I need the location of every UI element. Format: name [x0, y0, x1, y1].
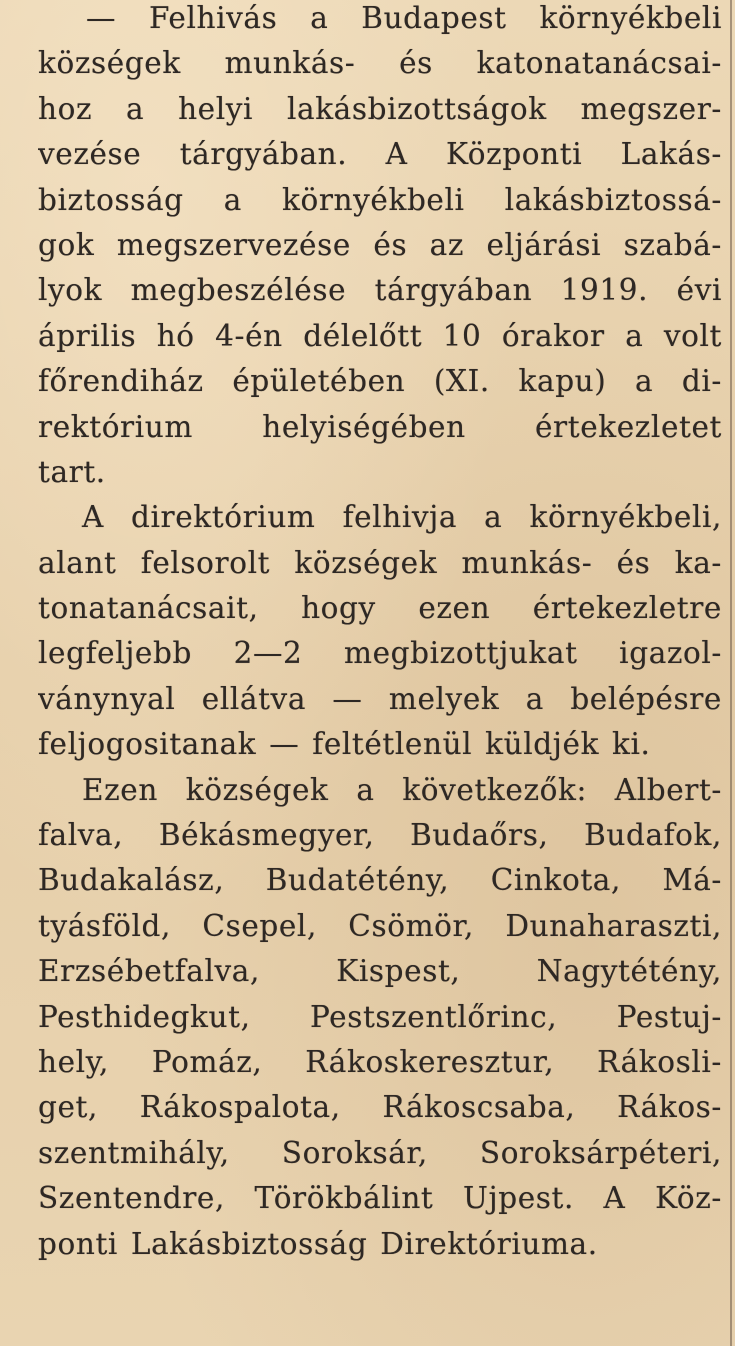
text-line: szentmihály, Soroksár, Soroksárpéteri,	[38, 1135, 722, 1170]
text-line: rektórium helyiségében értekezletet	[38, 409, 722, 444]
text-line: vezése tárgyában. A Központi Lakás-	[38, 137, 722, 172]
text-line: tonatanácsait, hogy ezen értekezletre	[38, 591, 722, 626]
text-line: Pesthidegkut, Pestszentlőrinc, Pestuj-	[38, 999, 722, 1034]
text-line: feljogositanak — feltétlenül küldjék ki.	[38, 727, 651, 762]
column-rule	[730, 0, 732, 1346]
text-line: biztosság a környékbeli lakásbiztossá-	[38, 182, 722, 217]
paragraph-invitation	[38, 495, 722, 767]
text-line: lyok megbeszélése tárgyában 1919. évi	[38, 273, 722, 308]
text-line: hely, Pomáz, Rákoskeresztur, Rákosli-	[38, 1044, 722, 1079]
text-line: Budakalász, Budatétény, Cinkota, Má-	[38, 863, 722, 898]
text-line: gok megszervezése és az eljárási szabá-	[38, 227, 722, 262]
text-line: Ezen községek a következők: Albert-	[82, 772, 722, 807]
text-line: főrendiház épületében (XI. kapu) a di-	[38, 364, 722, 399]
text-line: ványnyal ellátva — melyek a belépésre	[38, 681, 722, 716]
text-line: községek munkás- és katonatanácsai-	[38, 46, 722, 81]
text-line: hoz a helyi lakásbizottságok megszer-	[38, 91, 722, 126]
text-line: tart.	[38, 454, 106, 489]
text-line: Erzsébetfalva, Kispest, Nagytétény,	[38, 954, 722, 989]
text-line: ponti Lakásbiztosság Direktóriuma.	[38, 1226, 598, 1261]
text-line: — Felhivás a Budapest környékbeli	[86, 1, 722, 35]
text-line: április hó 4-én délelőtt 10 órakor a volt	[38, 318, 722, 353]
text-line: A direktórium felhivja a környékbeli,	[82, 500, 722, 535]
text-line: alant felsorolt községek munkás- és ka-	[38, 545, 722, 580]
article-body	[38, 0, 722, 1267]
paragraph-announcement	[38, 0, 722, 495]
text-line: Szentendre, Törökbálint Ujpest. A Köz-	[38, 1181, 722, 1216]
paragraph-village-list	[38, 768, 722, 1267]
text-line: get, Rákospalota, Rákoscsaba, Rákos-	[38, 1090, 722, 1125]
text-line: legfeljebb 2—2 megbizottjukat igazol-	[38, 636, 722, 671]
text-line: tyásföld, Csepel, Csömör, Dunaharaszti,	[38, 908, 722, 943]
text-line: falva, Békásmegyer, Budaőrs, Budafok,	[38, 818, 722, 853]
